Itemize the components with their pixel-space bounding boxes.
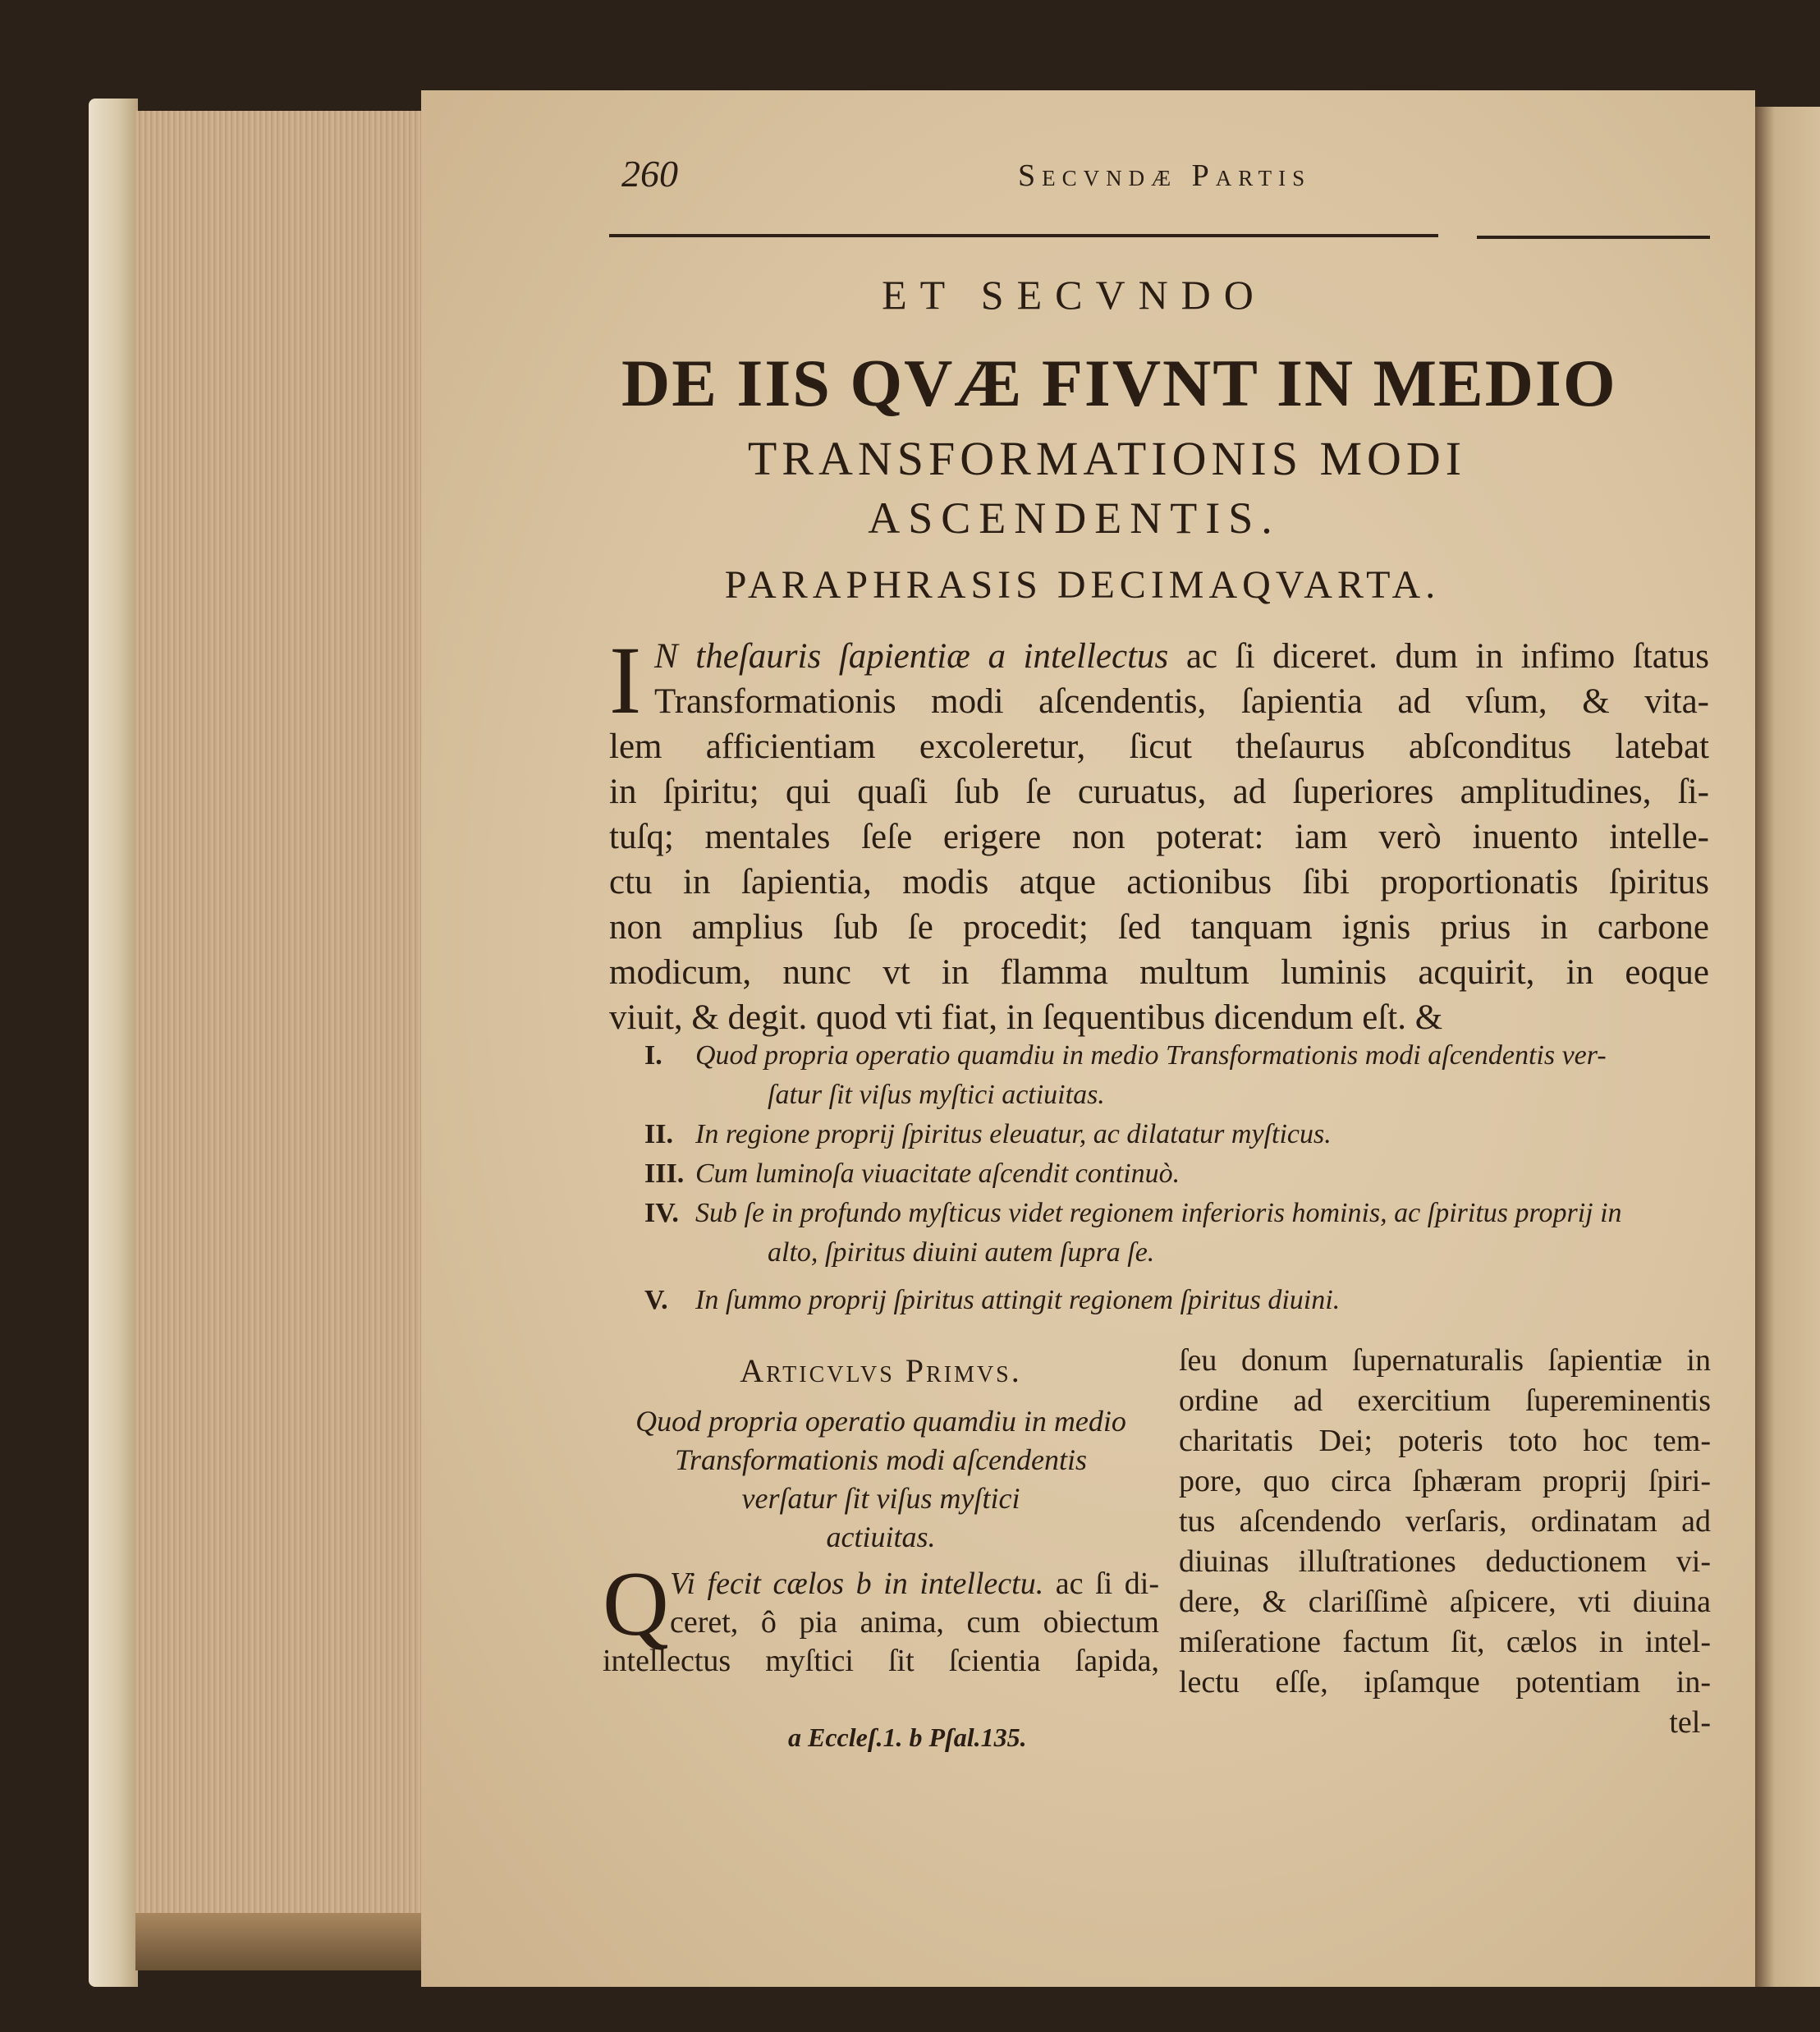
column-line: tus aſcendendo verſaris, ordinatam ad	[1179, 1504, 1711, 1539]
column-line: ſeu donum ſupernaturalis ſapientiæ in	[1179, 1343, 1711, 1378]
section-title: PARAPHRASIS DECIMAQVARTA.	[724, 563, 1441, 607]
paragraph-line: viuit, & degit. quod vti fiat, in ſequentibus dicendum eſt. &	[609, 998, 1443, 1037]
article-subtitle-line: Quod propria operatio quamdiu in medio	[635, 1405, 1126, 1438]
paragraph-line: lem afficientiam excoleretur, ſicut theſaurus abſconditus latebat	[609, 727, 1709, 766]
title-line-1: ET SECVNDO	[882, 272, 1267, 318]
list-number: IV.	[644, 1198, 679, 1228]
list-text: In ſummo proprij ſpiritus attingit regionem ſpiritus diuini.	[695, 1285, 1341, 1315]
list-item	[644, 1154, 1712, 1194]
column-line: dere, & clariſſimè aſpicere, vti diuina	[1179, 1585, 1711, 1619]
main-paragraph	[609, 626, 1710, 1040]
title-line-2: DE IIS QVÆ FIVNT IN MEDIO	[621, 346, 1617, 420]
paragraph-line: non amplius ſub ſe procedit; ſed tanquam ignis prius in carbone	[609, 908, 1709, 947]
list-text: In regione proprij ſpiritus eleuatur, ac dilatatur myſticus.	[695, 1119, 1332, 1149]
article-body	[603, 1553, 1159, 1681]
column-line: ordine ad exercitium ſupereminentis	[1179, 1383, 1711, 1418]
header-rule-left	[609, 234, 1438, 237]
list-text: Sub ſe in profundo myſticus videt regionem inferioris hominis, ac ſpiritus proprij in	[695, 1198, 1622, 1228]
right-column	[1179, 1341, 1711, 1743]
page-stack-shadow	[135, 1913, 423, 1970]
running-head: Secvndæ Partis	[1018, 158, 1312, 193]
list-text: Quod propria operatio quamdiu in medio Transformationis modi aſcendentis ver-	[695, 1040, 1607, 1071]
drop-cap: I	[609, 626, 642, 734]
column-line: charitatis Dei; poteris toto hoc tem-	[1179, 1424, 1711, 1458]
article-subtitle-line: verſatur ſit viſus myſtici	[741, 1482, 1020, 1515]
list-number: II.	[644, 1119, 673, 1149]
paragraph-line: modicum, nunc vt in flamma multum luminis acquirit, in eoque	[609, 953, 1709, 992]
page-number: 260	[621, 153, 678, 195]
column-line: lectu eſſe, ipſamque potentiam in-	[1179, 1665, 1711, 1699]
book-cover-edge	[89, 99, 138, 1987]
header-rule-right	[1477, 236, 1710, 239]
list-number: III.	[644, 1158, 685, 1189]
paragraph-line: Transformationis modi aſcendentis, ſapientia ad vſum, & vita-	[654, 682, 1709, 721]
paragraph-line: in ſpiritu; qui quaſi ſub ſe curuatus, ad ſuperiores amplitudines, ſi-	[609, 773, 1709, 811]
left-column	[603, 1346, 1159, 1681]
paragraph-line: ctu in ſapientia, modis atque actionibus ſibi proportionatis ſpiritus	[609, 863, 1709, 901]
line-text: ac ſi di-	[1043, 1566, 1159, 1601]
title-line-3: TRANSFORMATIONIS MODI	[747, 432, 1467, 485]
italic-citation: N theſauris ſapientiæ a intellectus	[654, 637, 1169, 676]
list-text: Cum luminoſa viuacitate aſcendit continuò.	[695, 1158, 1180, 1189]
article-subtitle-line: actiuitas.	[826, 1521, 936, 1553]
title-line-4: ASCENDENTIS.	[868, 493, 1281, 543]
footnote-references: a Eccleſ.1. b Pſal.135.	[788, 1722, 1027, 1752]
article-heading: Articvlvs Primvs.	[740, 1352, 1022, 1389]
column-line	[670, 1565, 1159, 1603]
list-item-continuation: alto, ſpiritus diuini autem ſupra ſe.	[768, 1237, 1155, 1268]
catchword: tel-	[1669, 1705, 1711, 1740]
list-item	[644, 1036, 1712, 1076]
column-line: diuinas illuſtrationes deductionem vi-	[1179, 1544, 1711, 1579]
list-item	[644, 1115, 1712, 1154]
summary-list	[644, 1036, 1712, 1320]
article-subtitle-line: Transformationis modi aſcendentis	[674, 1443, 1088, 1476]
column-line: intellectus myſtici ſit ſcientia ſapida,	[603, 1644, 1159, 1678]
column-line: miſeratione factum ſit, cælos in intel-	[1179, 1625, 1711, 1659]
line-text: ac ſi diceret. dum in infimo ſtatus	[1168, 637, 1710, 676]
list-item	[644, 1194, 1712, 1233]
italic-citation: Vi fecit cælos b in intellectu.	[670, 1566, 1044, 1601]
column-line: pore, quo circa ſphæram proprij ſpiri-	[1179, 1464, 1711, 1498]
facing-page-edge	[1755, 107, 1820, 1987]
column-line: ceret, ô pia anima, cum obiectum	[670, 1605, 1159, 1640]
page-stack-edge	[135, 111, 423, 1966]
list-number: I.	[644, 1040, 662, 1071]
list-number: V.	[644, 1285, 668, 1315]
drop-cap: Q	[603, 1553, 669, 1655]
list-item-continuation: ſatur ſit viſus myſtici actiuitas.	[768, 1080, 1105, 1110]
paragraph-line: tuſq; mentales ſeſe erigere non poterat: iam verò inuento intelle-	[609, 818, 1709, 856]
paragraph-line	[654, 634, 1709, 679]
list-item	[644, 1281, 1712, 1320]
